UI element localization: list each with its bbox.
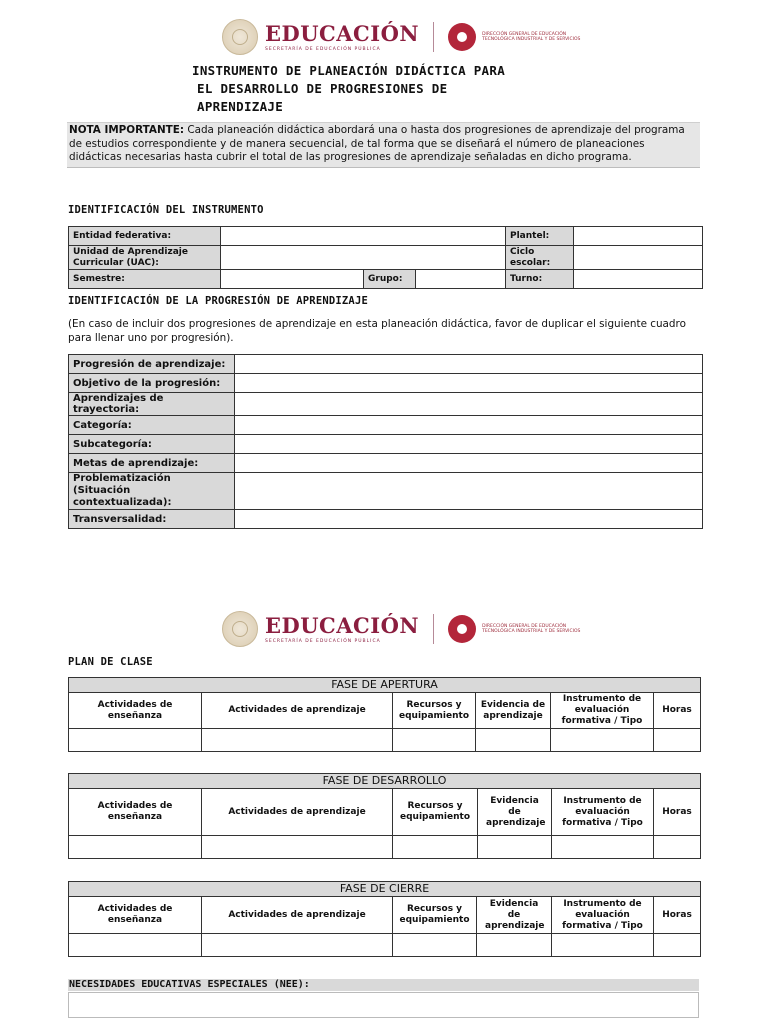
progresion-note: (En caso de incluir dos progresiones de aprendizaje en esta planeación didáctica, favor de duplicar el siguiente cuadro para llenar uno por progresión). [68,318,686,344]
logo-divider-2 [433,614,434,644]
desarrollo-cell-evidencia[interactable] [478,836,552,859]
label-uac: Unidad de Aprendizaje Curricular (UAC): [69,246,221,270]
desarrollo-cell-recursos[interactable] [393,836,478,859]
input-turno[interactable] [574,270,703,289]
progresion-heading: IDENTIFICACIÓN DE LA PROGRESIÓN DE APRENDIZAJE [68,295,368,307]
input-entidad[interactable] [221,227,506,246]
document-title [192,62,572,116]
label-grupo: Grupo: [364,270,416,289]
cierre-cell-instrumento[interactable] [552,934,654,957]
dgeti-gear-icon-2 [448,615,476,643]
input-objetivo[interactable] [235,374,703,393]
label-categoria: Categoría: [69,416,235,435]
national-seal-icon-2 [222,611,258,647]
desarrollo-col-evidencia: Evidencia de aprendizaje [478,789,552,836]
cierre-title: FASE DE CIERRE [69,882,701,897]
note-label: NOTA IMPORTANTE: [69,124,185,136]
apertura-col-aprendizaje: Actividades de aprendizaje [202,693,393,729]
nee-input[interactable] [68,992,699,1018]
apertura-col-instrumento: Instrumento de evaluación formativa / Tipo [551,693,654,729]
cierre-col-recursos: Recursos y equipamiento [393,897,477,934]
brand-title: EDUCACIÓN [265,20,420,46]
input-uac[interactable] [221,246,506,270]
progresion-table [68,354,703,529]
desarrollo-title: FASE DE DESARROLLO [69,774,701,789]
desarrollo-col-instrumento: Instrumento de evaluación formativa / Tipo [552,789,654,836]
cierre-col-aprendizaje: Actividades de aprendizaje [202,897,393,934]
label-subcategoria: Subcategoría: [69,435,235,454]
desarrollo-col-ensenanza: Actividades de enseñanza [69,789,202,836]
apertura-cell-ensenanza[interactable] [69,729,202,752]
apertura-col-evidencia: Evidencia de aprendizaje [476,693,551,729]
apertura-col-recursos: Recursos y equipamiento [393,693,476,729]
ident-table [68,226,703,289]
logo-divider [433,22,434,52]
apertura-cell-evidencia[interactable] [476,729,551,752]
dgeti-text: DIRECCIÓN GENERAL DE EDUCACIÓN TECNOLÓGICA INDUSTRIAL Y DE SERVICIOS [482,31,581,42]
label-turno: Turno: [506,270,574,289]
label-ciclo: Ciclo escolar: [506,246,574,270]
desarrollo-cell-ensenanza[interactable] [69,836,202,859]
note-text: Cada planeación didáctica abordará una o hasta dos progresiones de aprendizaje del programa de estudios correspondiente y de manera secuencial, de tal forma que se diseñará el número de planeaciones didácticas necesarias hasta cubrir el total de las progresiones de aprendizaje señaladas en dicho programa. [69,124,685,163]
dgeti-text-2: DIRECCIÓN GENERAL DE EDUCACIÓN TECNOLÓGICA INDUSTRIAL Y DE SERVICIOS [482,623,581,634]
header-logo-2 [222,609,582,649]
input-transversalidad[interactable] [235,510,703,529]
cierre-cell-horas[interactable] [654,934,701,957]
apertura-table [68,677,701,752]
input-plantel[interactable] [574,227,703,246]
desarrollo-col-horas: Horas [654,789,701,836]
plan-heading: PLAN DE CLASE [68,656,153,668]
national-seal-icon [222,19,258,55]
label-problematizacion: Problematización (Situación contextualizada): [69,473,235,510]
header-logo [222,17,582,57]
input-categoria[interactable] [235,416,703,435]
input-subcategoria[interactable] [235,435,703,454]
cierre-cell-evidencia[interactable] [477,934,552,957]
label-semestre: Semestre: [69,270,221,289]
title-line-1: INSTRUMENTO DE PLANEACIÓN DIDÁCTICA PARA [192,63,506,78]
cierre-cell-recursos[interactable] [393,934,477,957]
title-line-2: EL DESARROLLO DE PROGRESIONES DE [197,81,448,96]
ident-heading: IDENTIFICACIÓN DEL INSTRUMENTO [68,204,264,216]
cierre-table [68,881,701,957]
desarrollo-table [68,773,701,859]
cierre-col-horas: Horas [654,897,701,934]
input-problematizacion[interactable] [235,473,703,510]
input-progresion[interactable] [235,355,703,374]
label-trayectoria: Aprendizajes de trayectoria: [69,393,235,416]
label-plantel: Plantel: [506,227,574,246]
input-ciclo[interactable] [574,246,703,270]
input-semestre[interactable] [221,270,364,289]
label-entidad: Entidad federativa: [69,227,221,246]
brand-subtitle: SECRETARÍA DE EDUCACIÓN PÚBLICA [265,46,381,52]
brand-title-2: EDUCACIÓN [265,612,420,638]
input-metas[interactable] [235,454,703,473]
apertura-col-ensenanza: Actividades de enseñanza [69,693,202,729]
apertura-cell-aprendizaje[interactable] [202,729,393,752]
apertura-cell-recursos[interactable] [393,729,476,752]
apertura-cell-horas[interactable] [654,729,701,752]
apertura-title: FASE DE APERTURA [69,678,701,693]
label-metas: Metas de aprendizaje: [69,454,235,473]
apertura-col-horas: Horas [654,693,701,729]
cierre-cell-ensenanza[interactable] [69,934,202,957]
cierre-cell-aprendizaje[interactable] [202,934,393,957]
apertura-cell-instrumento[interactable] [551,729,654,752]
dgeti-gear-icon [448,23,476,51]
input-grupo[interactable] [416,270,506,289]
cierre-col-instrumento: Instrumento de evaluación formativa / Tipo [552,897,654,934]
input-trayectoria[interactable] [235,393,703,416]
label-objetivo: Objetivo de la progresión: [69,374,235,393]
brand-subtitle-2: SECRETARÍA DE EDUCACIÓN PÚBLICA [265,638,381,644]
cierre-col-ensenanza: Actividades de enseñanza [69,897,202,934]
desarrollo-cell-horas[interactable] [654,836,701,859]
label-progresion: Progresión de aprendizaje: [69,355,235,374]
desarrollo-cell-aprendizaje[interactable] [202,836,393,859]
nee-heading: NECESIDADES EDUCATIVAS ESPECIALES (NEE): [68,979,699,991]
desarrollo-cell-instrumento[interactable] [552,836,654,859]
label-transversalidad: Transversalidad: [69,510,235,529]
desarrollo-col-aprendizaje: Actividades de aprendizaje [202,789,393,836]
title-line-3: APRENDIZAJE [197,99,284,114]
important-note [67,122,700,168]
desarrollo-col-recursos: Recursos y equipamiento [393,789,478,836]
cierre-col-evidencia: Evidencia de aprendizaje [477,897,552,934]
